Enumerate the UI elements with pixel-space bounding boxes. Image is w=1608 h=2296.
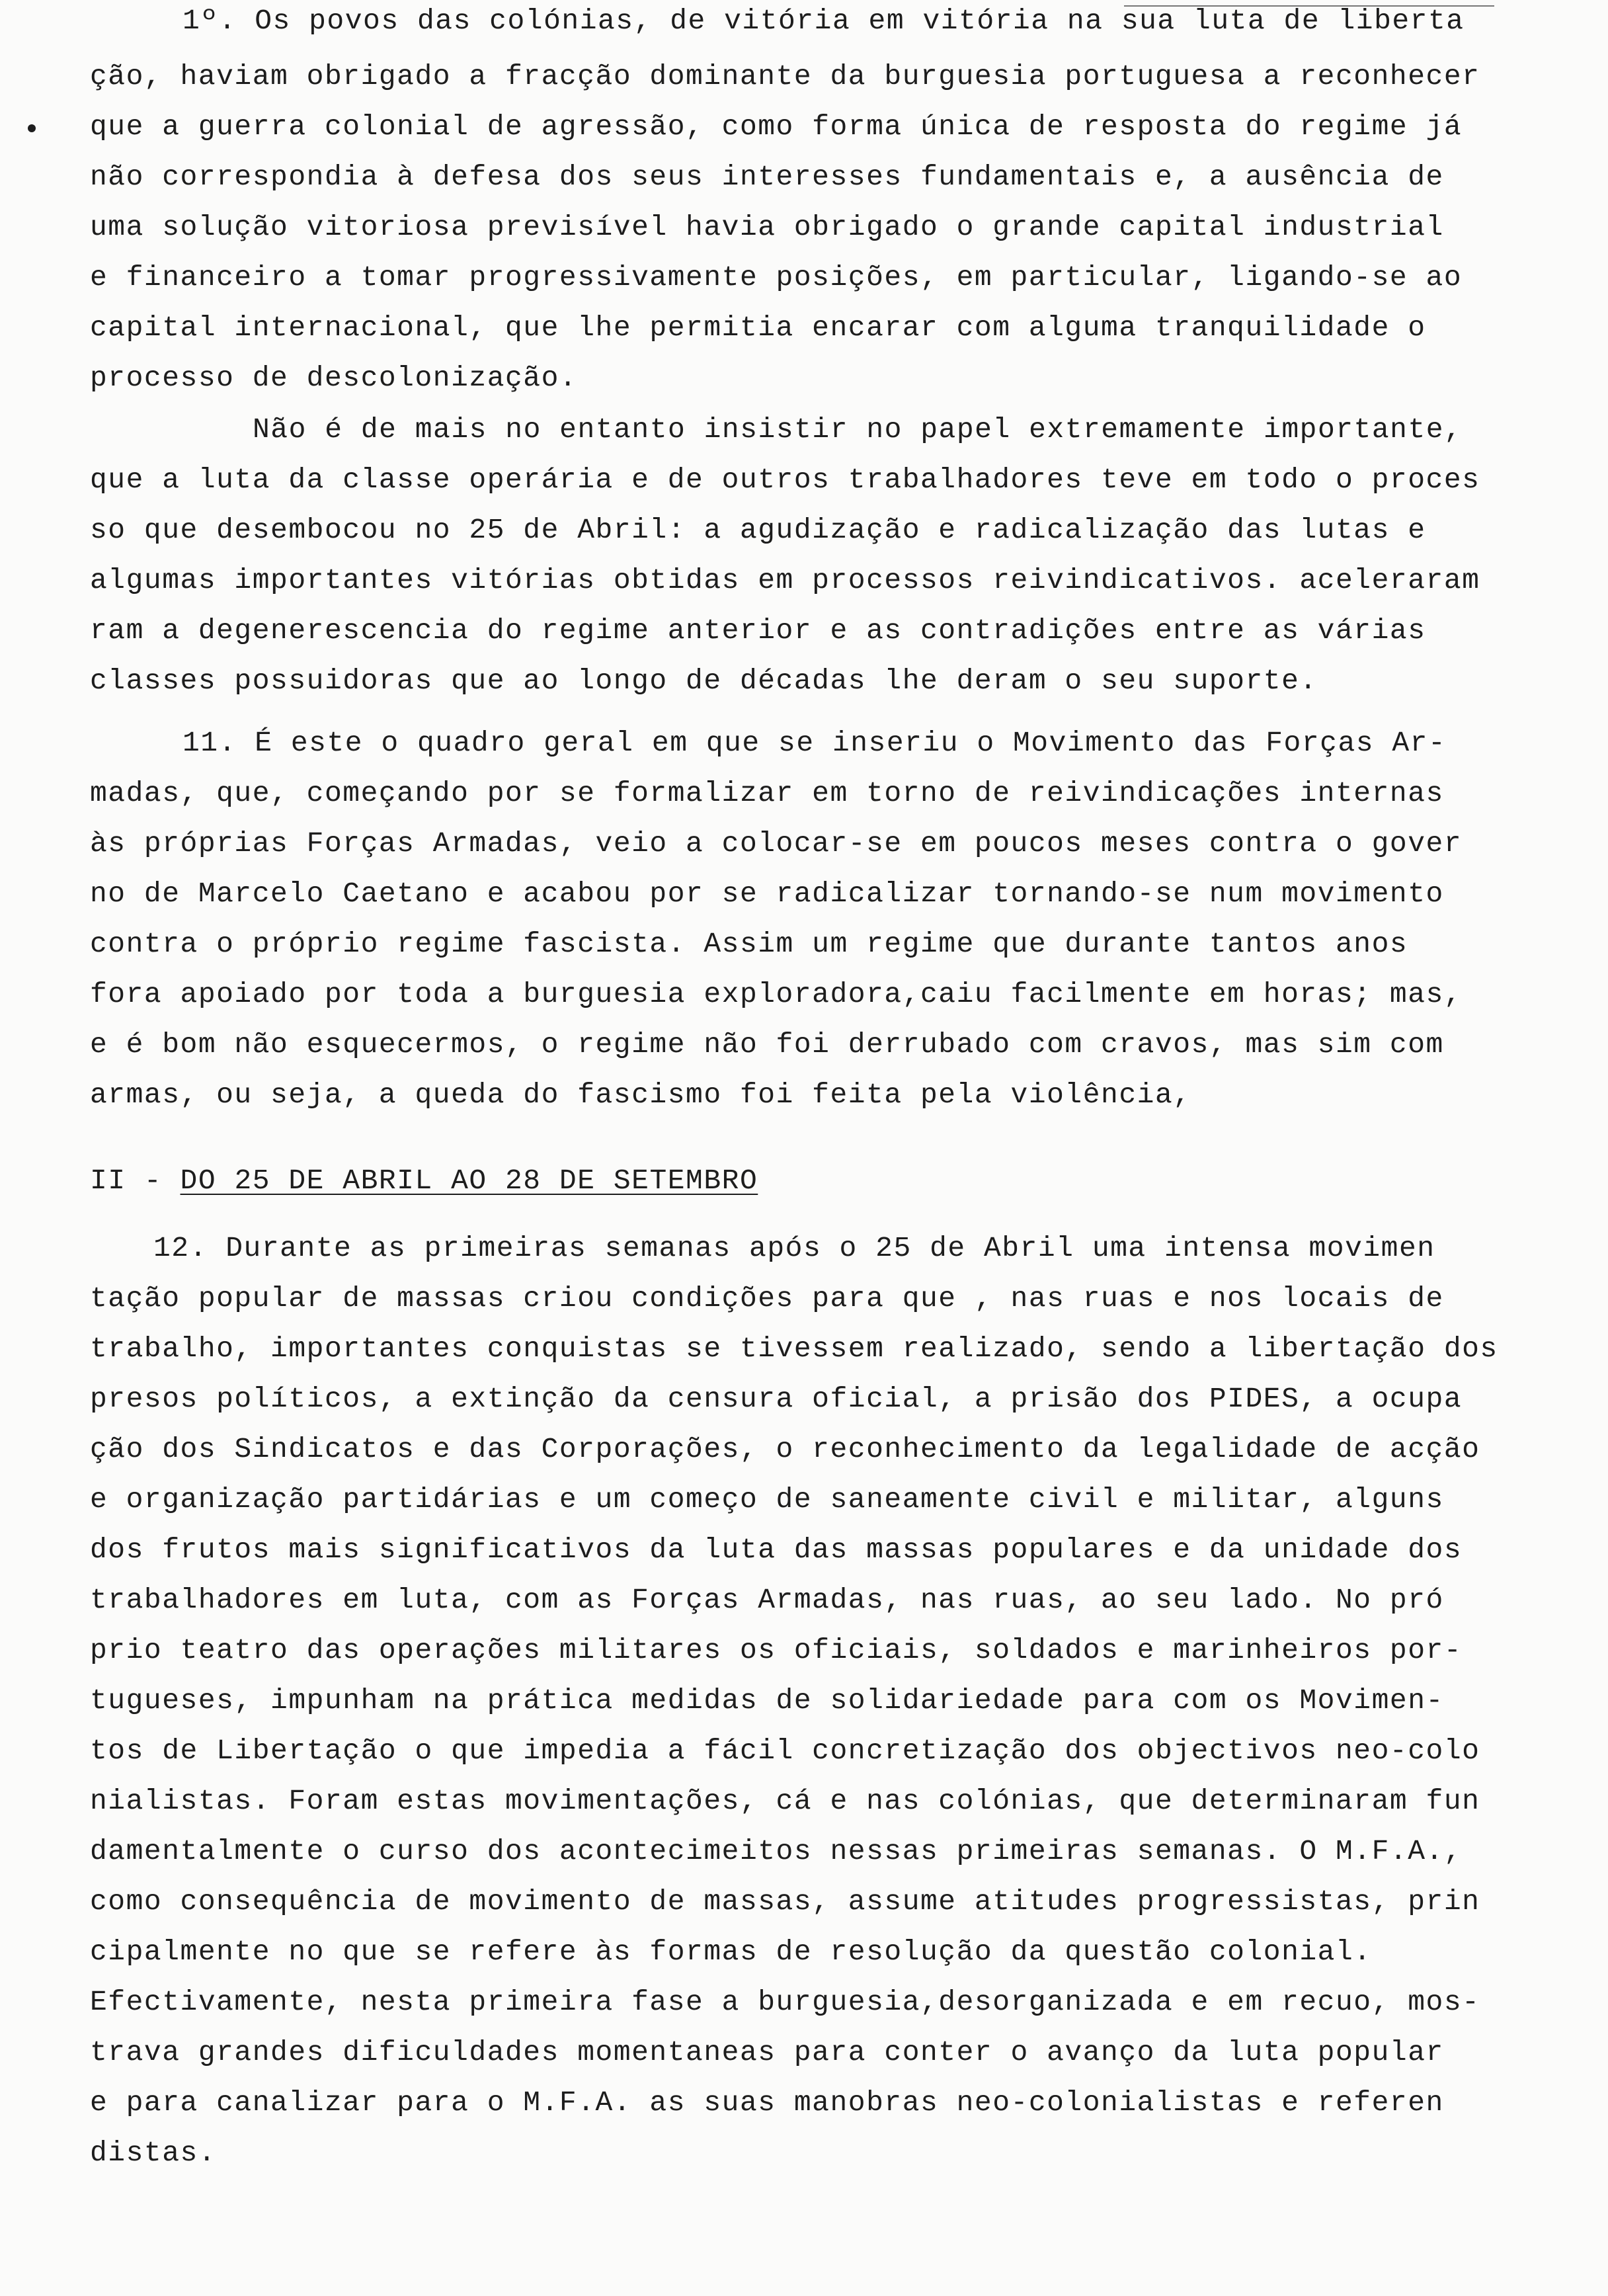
paragraph-12-line-14: como consequência de movimento de massas, assume atitudes progressistas, prin <box>90 1885 1480 1918</box>
paragraph-12-line-10: tugueses, impunham na prática medidas de solidariedade para com os Movimen- <box>90 1684 1444 1717</box>
section-ii-heading <box>90 1164 758 1198</box>
paragraph-12-line-1: 12. Durante as primeiras semanas após o 25 de Abril uma intensa movimen <box>153 1232 1435 1264</box>
paragraph-10b-line-3: so que desembocou no 25 de Abril: a agudização e radicalização das lutas e <box>90 514 1426 546</box>
paragraph-12-line-6: e organização partidárias e um começo de saneamente civil e militar, alguns <box>90 1483 1444 1516</box>
paragraph-12-line-18: e para canalizar para o M.F.A. as suas manobras neo-colonialistas e referen <box>90 2086 1444 2119</box>
paragraph-12-line-5: ção dos Sindicatos e das Corporações, o reconhecimento da legalidade de acção <box>90 1433 1480 1465</box>
paragraph-11-line-2: madas, que, começando por se formalizar em torno de reivindicações internas <box>90 777 1444 809</box>
paragraph-12-line-8: trabalhadores em luta, com as Forças Armadas, nas ruas, ao seu lado. No pró <box>90 1584 1444 1616</box>
paragraph-12-line-12: nialistas. Foram estas movimentações, cá e nas colónias, que determinaram fun <box>90 1785 1480 1817</box>
paragraph-10-line-1: 1º. Os povos das colónias, de vitória em vitória na sua luta de liberta <box>182 5 1465 37</box>
paragraph-10-line-5: uma solução vitoriosa previsível havia obrigado o grande capital industrial <box>90 211 1444 243</box>
paragraph-12-line-2: tação popular de massas criou condições para que , nas ruas e nos locais de <box>90 1282 1444 1315</box>
paragraph-11-line-6: fora apoiado por toda a burguesia exploradora,caiu facilmente em horas; mas, <box>90 978 1463 1010</box>
paragraph-12-line-19: distas. <box>90 2137 217 2169</box>
paragraph-10-line-3: que a guerra colonial de agressão, como forma única de resposta do regime já <box>90 110 1463 143</box>
section-ii-title: DO 25 DE ABRIL AO 28 DE SETEMBRO <box>180 1165 758 1197</box>
paragraph-12-line-17: trava grandes dificuldades momentaneas para conter o avanço da luta popular <box>90 2036 1444 2069</box>
paragraph-12-line-13: damentalmente o curso dos acontecimeitos nessas primeiras semanas. O M.F.A., <box>90 1835 1463 1867</box>
paragraph-11-line-3: às próprias Forças Armadas, veio a colocar-se em poucos meses contra o gover <box>90 827 1463 860</box>
paragraph-10-line-8: processo de descolonização. <box>90 362 578 394</box>
paragraph-10-line-7: capital internacional, que lhe permitia encarar com alguma tranquilidade o <box>90 311 1426 344</box>
paragraph-10-line-2: ção, haviam obrigado a fracção dominante da burguesia portuguesa a reconhecer <box>90 60 1480 93</box>
paragraph-10b-line-6: classes possuidoras que ao longo de décadas lhe deram o seu suporte. <box>90 665 1318 697</box>
paragraph-12-line-16: Efectivamente, nesta primeira fase a burguesia,desorganizada e em recuo, mos- <box>90 1986 1480 2018</box>
section-ii-prefix: II - <box>90 1165 181 1197</box>
paragraph-10-line-4: não correspondia à defesa dos seus interesses fundamentais e, a ausência de <box>90 161 1444 193</box>
paragraph-11-line-7: e é bom não esquecermos, o regime não foi derrubado com cravos, mas sim com <box>90 1028 1444 1061</box>
paragraph-10b-line-4: algumas importantes vitórias obtidas em processos reivindicativos. aceleraram <box>90 564 1480 596</box>
paragraph-12-line-9: prio teatro das operações militares os oficiais, soldados e marinheiros por- <box>90 1634 1463 1666</box>
paragraph-12-line-7: dos frutos mais significativos da luta das massas populares e da unidade dos <box>90 1534 1463 1566</box>
paragraph-10b-line-5: ram a degenerescencia do regime anterior e as contradições entre as várias <box>90 614 1426 647</box>
paragraph-12-line-11: tos de Libertação o que impedia a fácil concretização dos objectivos neo-colo <box>90 1735 1480 1767</box>
paragraph-12-line-15: cipalmente no que se refere às formas de resolução da questão colonial. <box>90 1936 1372 1968</box>
paragraph-11-line-8: armas, ou seja, a queda do fascismo foi feita pela violência, <box>90 1079 1191 1111</box>
paragraph-12-line-3: trabalho, importantes conquistas se tivessem realizado, sendo a libertação dos <box>90 1332 1498 1365</box>
paragraph-11-line-1: 11. É este o quadro geral em que se inseriu o Movimento das Forças Ar- <box>182 727 1447 759</box>
paragraph-11-line-4: no de Marcelo Caetano e acabou por se radicalizar tornando-se num movimento <box>90 878 1444 910</box>
paragraph-10b-line-2: que a luta da classe operária e de outros trabalhadores teve em todo o proces <box>90 464 1480 496</box>
paragraph-10b-line-1: Não é de mais no entanto insistir no papel extremamente importante, <box>253 413 1463 446</box>
paragraph-12-line-4: presos políticos, a extinção da censura oficial, a prisão dos PIDES, a ocupa <box>90 1383 1463 1415</box>
paragraph-11-line-5: contra o próprio regime fascista. Assim um regime que durante tantos anos <box>90 928 1408 960</box>
paragraph-10-line-6: e financeiro a tomar progressivamente posições, em particular, ligando-se ao <box>90 261 1463 294</box>
margin-bullet-mark <box>28 124 36 132</box>
